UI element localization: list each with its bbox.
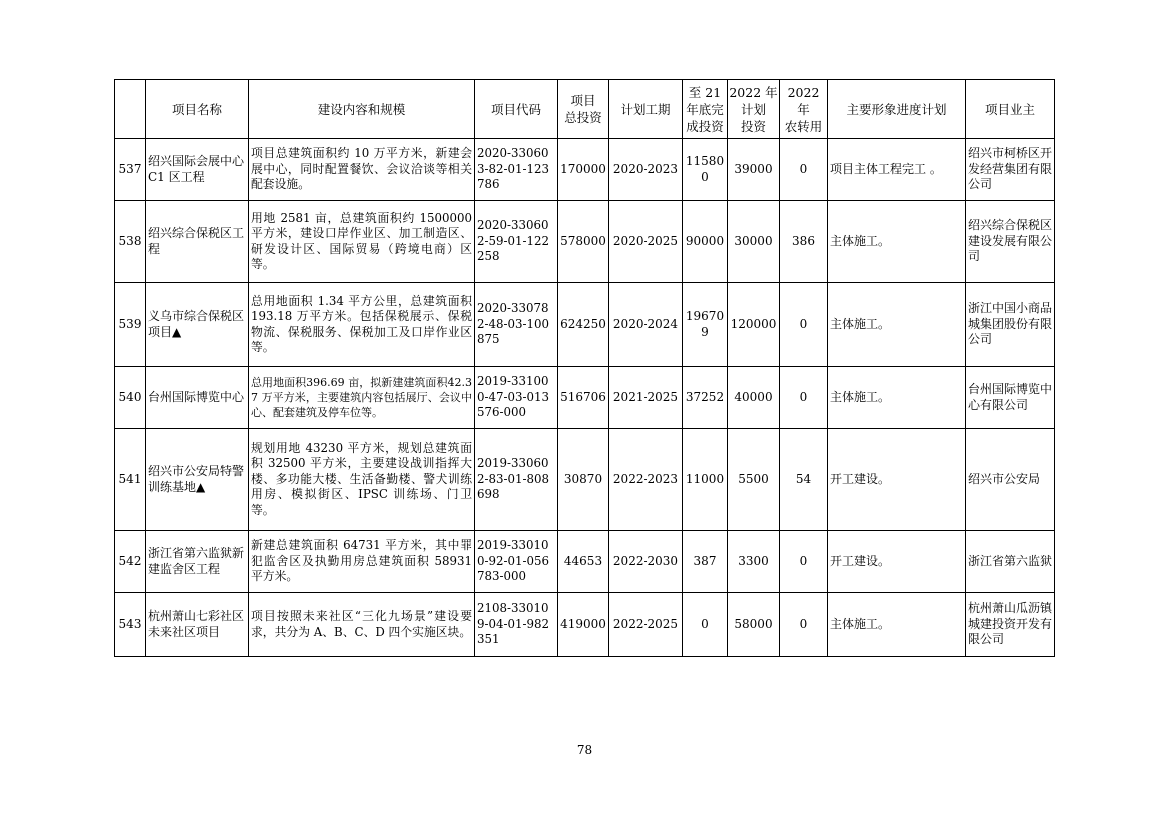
project-name: 绍兴市公安局特警训练基地▲ — [146, 429, 249, 531]
project-code: 2108-330109-04-01-982351 — [475, 593, 558, 657]
done-investment: 37252 — [683, 367, 728, 429]
table-header-row — [115, 80, 1055, 139]
plan-period: 2021-2025 — [609, 367, 683, 429]
total-investment: 578000 — [558, 201, 609, 283]
done-investment: 115800 — [683, 139, 728, 201]
plan-period: 2020-2023 — [609, 139, 683, 201]
progress-plan: 项目主体工程完工 。 — [828, 139, 966, 201]
land-2022: 0 — [780, 139, 828, 201]
header-owner: 项目业主 — [966, 80, 1055, 139]
done-investment: 90000 — [683, 201, 728, 283]
project-content: 新建总建筑面积 64731 平方米，其中罪犯监舍区及执勤用房总建筑面积 58931 平方米。 — [249, 531, 475, 593]
row-no: 539 — [115, 283, 146, 367]
table-row — [115, 283, 1055, 367]
plan-2022: 120000 — [728, 283, 780, 367]
plan-2022: 3300 — [728, 531, 780, 593]
land-2022: 386 — [780, 201, 828, 283]
header-no — [115, 80, 146, 139]
row-no: 542 — [115, 531, 146, 593]
header-plan: 2022 年 计划 投资 — [728, 80, 780, 139]
plan-2022: 40000 — [728, 367, 780, 429]
done-investment: 387 — [683, 531, 728, 593]
row-no: 538 — [115, 201, 146, 283]
total-investment: 624250 — [558, 283, 609, 367]
progress-plan: 主体施工。 — [828, 367, 966, 429]
land-2022: 0 — [780, 531, 828, 593]
row-no: 543 — [115, 593, 146, 657]
plan-period: 2022-2023 — [609, 429, 683, 531]
project-name: 台州国际博览中心 — [146, 367, 249, 429]
header-content: 建设内容和规模 — [249, 80, 475, 139]
project-code: 2019-331000-47-03-013576-000 — [475, 367, 558, 429]
project-owner: 绍兴市柯桥区开发经营集团有限公司 — [966, 139, 1055, 201]
project-code: 2019-330100-92-01-056783-000 — [475, 531, 558, 593]
project-owner: 台州国际博览中心有限公司 — [966, 367, 1055, 429]
page-number: 78 — [576, 743, 593, 757]
project-name: 杭州萧山七彩社区未来社区项目 — [146, 593, 249, 657]
plan-period: 2020-2024 — [609, 283, 683, 367]
progress-plan: 开工建设。 — [828, 429, 966, 531]
land-2022: 0 — [780, 367, 828, 429]
header-code: 项目代码 — [475, 80, 558, 139]
project-content: 总用地面积 1.34 平方公里，总建筑面积 193.18 万平方米。包括保税展示、保税物流、保税服务、保税加工及口岸作业区等。 — [249, 283, 475, 367]
land-2022: 0 — [780, 593, 828, 657]
table-row — [115, 593, 1055, 657]
done-investment: 11000 — [683, 429, 728, 531]
project-content: 项目总建筑面积约 10 万平方米，新建会展中心，同时配置餐饮、会议洽谈等相关配套设施。 — [249, 139, 475, 201]
plan-2022: 39000 — [728, 139, 780, 201]
table-row — [115, 201, 1055, 283]
header-period: 计划工期 — [609, 80, 683, 139]
row-no: 540 — [115, 367, 146, 429]
total-investment: 30870 — [558, 429, 609, 531]
land-2022: 54 — [780, 429, 828, 531]
project-content: 项目按照未来社区“三化九场景”建设要求，共分为 A、B、C、D 四个实施区块。 — [249, 593, 475, 657]
plan-2022: 30000 — [728, 201, 780, 283]
done-investment: 196709 — [683, 283, 728, 367]
total-investment: 419000 — [558, 593, 609, 657]
row-no: 537 — [115, 139, 146, 201]
table-row — [115, 429, 1055, 531]
row-no: 541 — [115, 429, 146, 531]
project-owner: 杭州萧山瓜沥镇城建投资开发有限公司 — [966, 593, 1055, 657]
project-name: 绍兴国际会展中心 C1 区工程 — [146, 139, 249, 201]
header-name: 项目名称 — [146, 80, 249, 139]
total-investment: 170000 — [558, 139, 609, 201]
progress-plan: 主体施工。 — [828, 283, 966, 367]
project-name: 义乌市综合保税区项目▲ — [146, 283, 249, 367]
header-total: 项目 总投资 — [558, 80, 609, 139]
progress-plan: 主体施工。 — [828, 201, 966, 283]
project-table — [114, 79, 1055, 657]
project-name: 浙江省第六监狱新建监舍区工程 — [146, 531, 249, 593]
header-land: 2022 年 农转用 — [780, 80, 828, 139]
plan-period: 2022-2025 — [609, 593, 683, 657]
table-row — [115, 139, 1055, 201]
table-row — [115, 367, 1055, 429]
done-investment: 0 — [683, 593, 728, 657]
total-investment: 44653 — [558, 531, 609, 593]
project-content: 总用地面积396.69 亩，拟新建建筑面积42.37 万平方米，主要建筑内容包括展厅、会议中心、配套建筑及停车位等。 — [249, 367, 475, 429]
plan-period: 2022-2030 — [609, 531, 683, 593]
project-code: 2020-330782-48-03-100875 — [475, 283, 558, 367]
project-content: 用地 2581 亩，总建筑面积约 1500000 平方米，建设口岸作业区、加工制造区、研发设计区、国际贸易（跨境电商）区等。 — [249, 201, 475, 283]
table-row — [115, 531, 1055, 593]
project-name: 绍兴综合保税区工程 — [146, 201, 249, 283]
land-2022: 0 — [780, 283, 828, 367]
project-owner: 浙江中国小商品城集团股份有限公司 — [966, 283, 1055, 367]
progress-plan: 主体施工。 — [828, 593, 966, 657]
progress-plan: 开工建设。 — [828, 531, 966, 593]
project-owner: 绍兴综合保税区建设发展有限公司 — [966, 201, 1055, 283]
header-done: 至 21 年底完 成投资 — [683, 80, 728, 139]
project-owner: 绍兴市公安局 — [966, 429, 1055, 531]
project-content: 规划用地 43230 平方米，规划总建筑面积 32500 平方米，主要建设战训指挥大楼、多功能大楼、生活备勤楼、警犬训练用房、模拟街区、IPSC 训练场、门卫等。 — [249, 429, 475, 531]
plan-2022: 58000 — [728, 593, 780, 657]
project-code: 2020-330603-82-01-123786 — [475, 139, 558, 201]
total-investment: 516706 — [558, 367, 609, 429]
project-owner: 浙江省第六监狱 — [966, 531, 1055, 593]
project-code: 2019-330602-83-01-808698 — [475, 429, 558, 531]
plan-period: 2020-2025 — [609, 201, 683, 283]
project-code: 2020-330602-59-01-122258 — [475, 201, 558, 283]
header-progress: 主要形象进度计划 — [828, 80, 966, 139]
plan-2022: 5500 — [728, 429, 780, 531]
